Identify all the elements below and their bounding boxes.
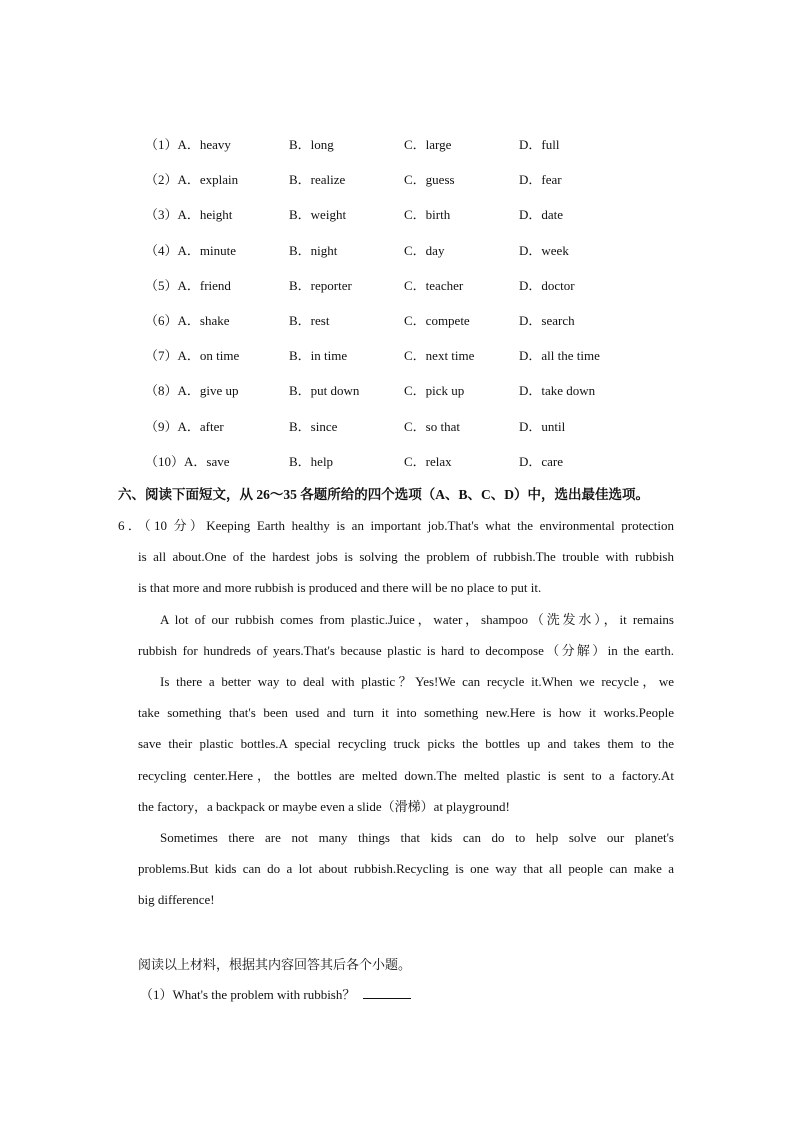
passage-line: recycling center.Here，the bottles are melted down.The melted plastic is sent to a factory.At <box>138 768 674 783</box>
question-1-text: （1）What's the problem with rubbish？ <box>140 987 356 1002</box>
option-a: （7）A．on time <box>145 348 240 363</box>
passage-line: is that more and more rubbish is produced and there will be no place to put it. <box>138 580 542 595</box>
passage-line: take something that's been used and turn it into something new.Here is how it works.People <box>138 705 674 720</box>
option-c: C．guess <box>404 172 455 187</box>
option-d: D．take down <box>519 383 596 398</box>
option-a: （9）A．after <box>145 419 224 434</box>
passage-line: Sometimes there are not many things that kids can do to help solve our planet's <box>160 830 674 845</box>
option-row <box>0 311 794 331</box>
option-d: D．date <box>519 207 564 222</box>
option-c: C．next time <box>404 348 475 363</box>
option-a: （3）A．height <box>145 207 233 222</box>
passage-line: is all about.One of the hardest jobs is solving the problem of rubbish.The trouble with rubbish <box>138 549 674 564</box>
passage-line: big difference! <box>138 892 215 907</box>
passage-line: 6．（10 分）Keeping Earth healthy is an important job.That's what the environmental protection <box>118 518 674 533</box>
option-b: B．help <box>289 454 334 469</box>
option-b: B．night <box>289 243 338 258</box>
option-b: B．long <box>289 137 334 152</box>
option-b: B．since <box>289 419 338 434</box>
option-c: C．pick up <box>404 383 465 398</box>
option-a: （6）A．shake <box>145 313 230 328</box>
passage-line: the factory，a backpack or maybe even a slide（滑梯）at playground! <box>138 799 510 814</box>
option-d: D．all the time <box>519 348 600 363</box>
option-a: （10）A．save <box>145 454 230 469</box>
passage-line: Is there a better way to deal with plastic？Yes!We can recycle it.When we recycle，we <box>160 674 674 689</box>
option-d: D．care <box>519 454 564 469</box>
option-b: B．reporter <box>289 278 352 293</box>
option-a: （2）A．explain <box>145 172 239 187</box>
option-b: B．in time <box>289 348 348 363</box>
option-c: C．teacher <box>404 278 464 293</box>
option-row <box>0 381 794 401</box>
option-c: C．birth <box>404 207 451 222</box>
passage-line: problems.But kids can do a lot about rubbish.Recycling is one way that all people can make a <box>138 861 674 876</box>
option-d: D．until <box>519 419 566 434</box>
option-row <box>0 276 794 296</box>
option-d: D．week <box>519 243 569 258</box>
option-row <box>0 170 794 190</box>
answer-blank[interactable] <box>363 984 411 999</box>
option-row <box>0 241 794 261</box>
passage-line: save their plastic bottles.A special recycling truck picks the bottles up and takes them to the <box>138 736 674 751</box>
option-d: D．search <box>519 313 575 328</box>
option-a: （8）A．give up <box>145 383 239 398</box>
section-heading: 六、阅读下面短文，从 26～35 各题所给的四个选项（A、B、C、D）中，选出最佳选项。 <box>118 487 650 502</box>
passage-line: A lot of our rubbish comes from plastic.Juice，water，shampoo（洗发水），it remains <box>160 612 674 627</box>
option-c: C．compete <box>404 313 470 328</box>
option-row <box>0 452 794 472</box>
passage-line: rubbish for hundreds of years.That's because plastic is hard to decompose（分解）in the earth. <box>138 643 674 658</box>
option-b: B．weight <box>289 207 347 222</box>
option-a: （4）A．minute <box>145 243 236 258</box>
option-c: C．day <box>404 243 445 258</box>
instruction-text: 阅读以上材料，根据其内容回答其后各个小题。 <box>138 957 412 972</box>
option-d: D．fear <box>519 172 562 187</box>
option-row <box>0 135 794 155</box>
option-row <box>0 205 794 225</box>
option-c: C．relax <box>404 454 452 469</box>
option-a: （1）A．heavy <box>145 137 231 152</box>
option-b: B．rest <box>289 313 330 328</box>
option-row <box>0 346 794 366</box>
option-a: （5）A．friend <box>145 278 231 293</box>
question-1 <box>140 984 411 1006</box>
option-b: B．put down <box>289 383 360 398</box>
option-c: C．so that <box>404 419 460 434</box>
option-b: B．realize <box>289 172 346 187</box>
option-d: D．doctor <box>519 278 575 293</box>
option-c: C．large <box>404 137 452 152</box>
option-d: D．full <box>519 137 560 152</box>
option-row <box>0 417 794 437</box>
